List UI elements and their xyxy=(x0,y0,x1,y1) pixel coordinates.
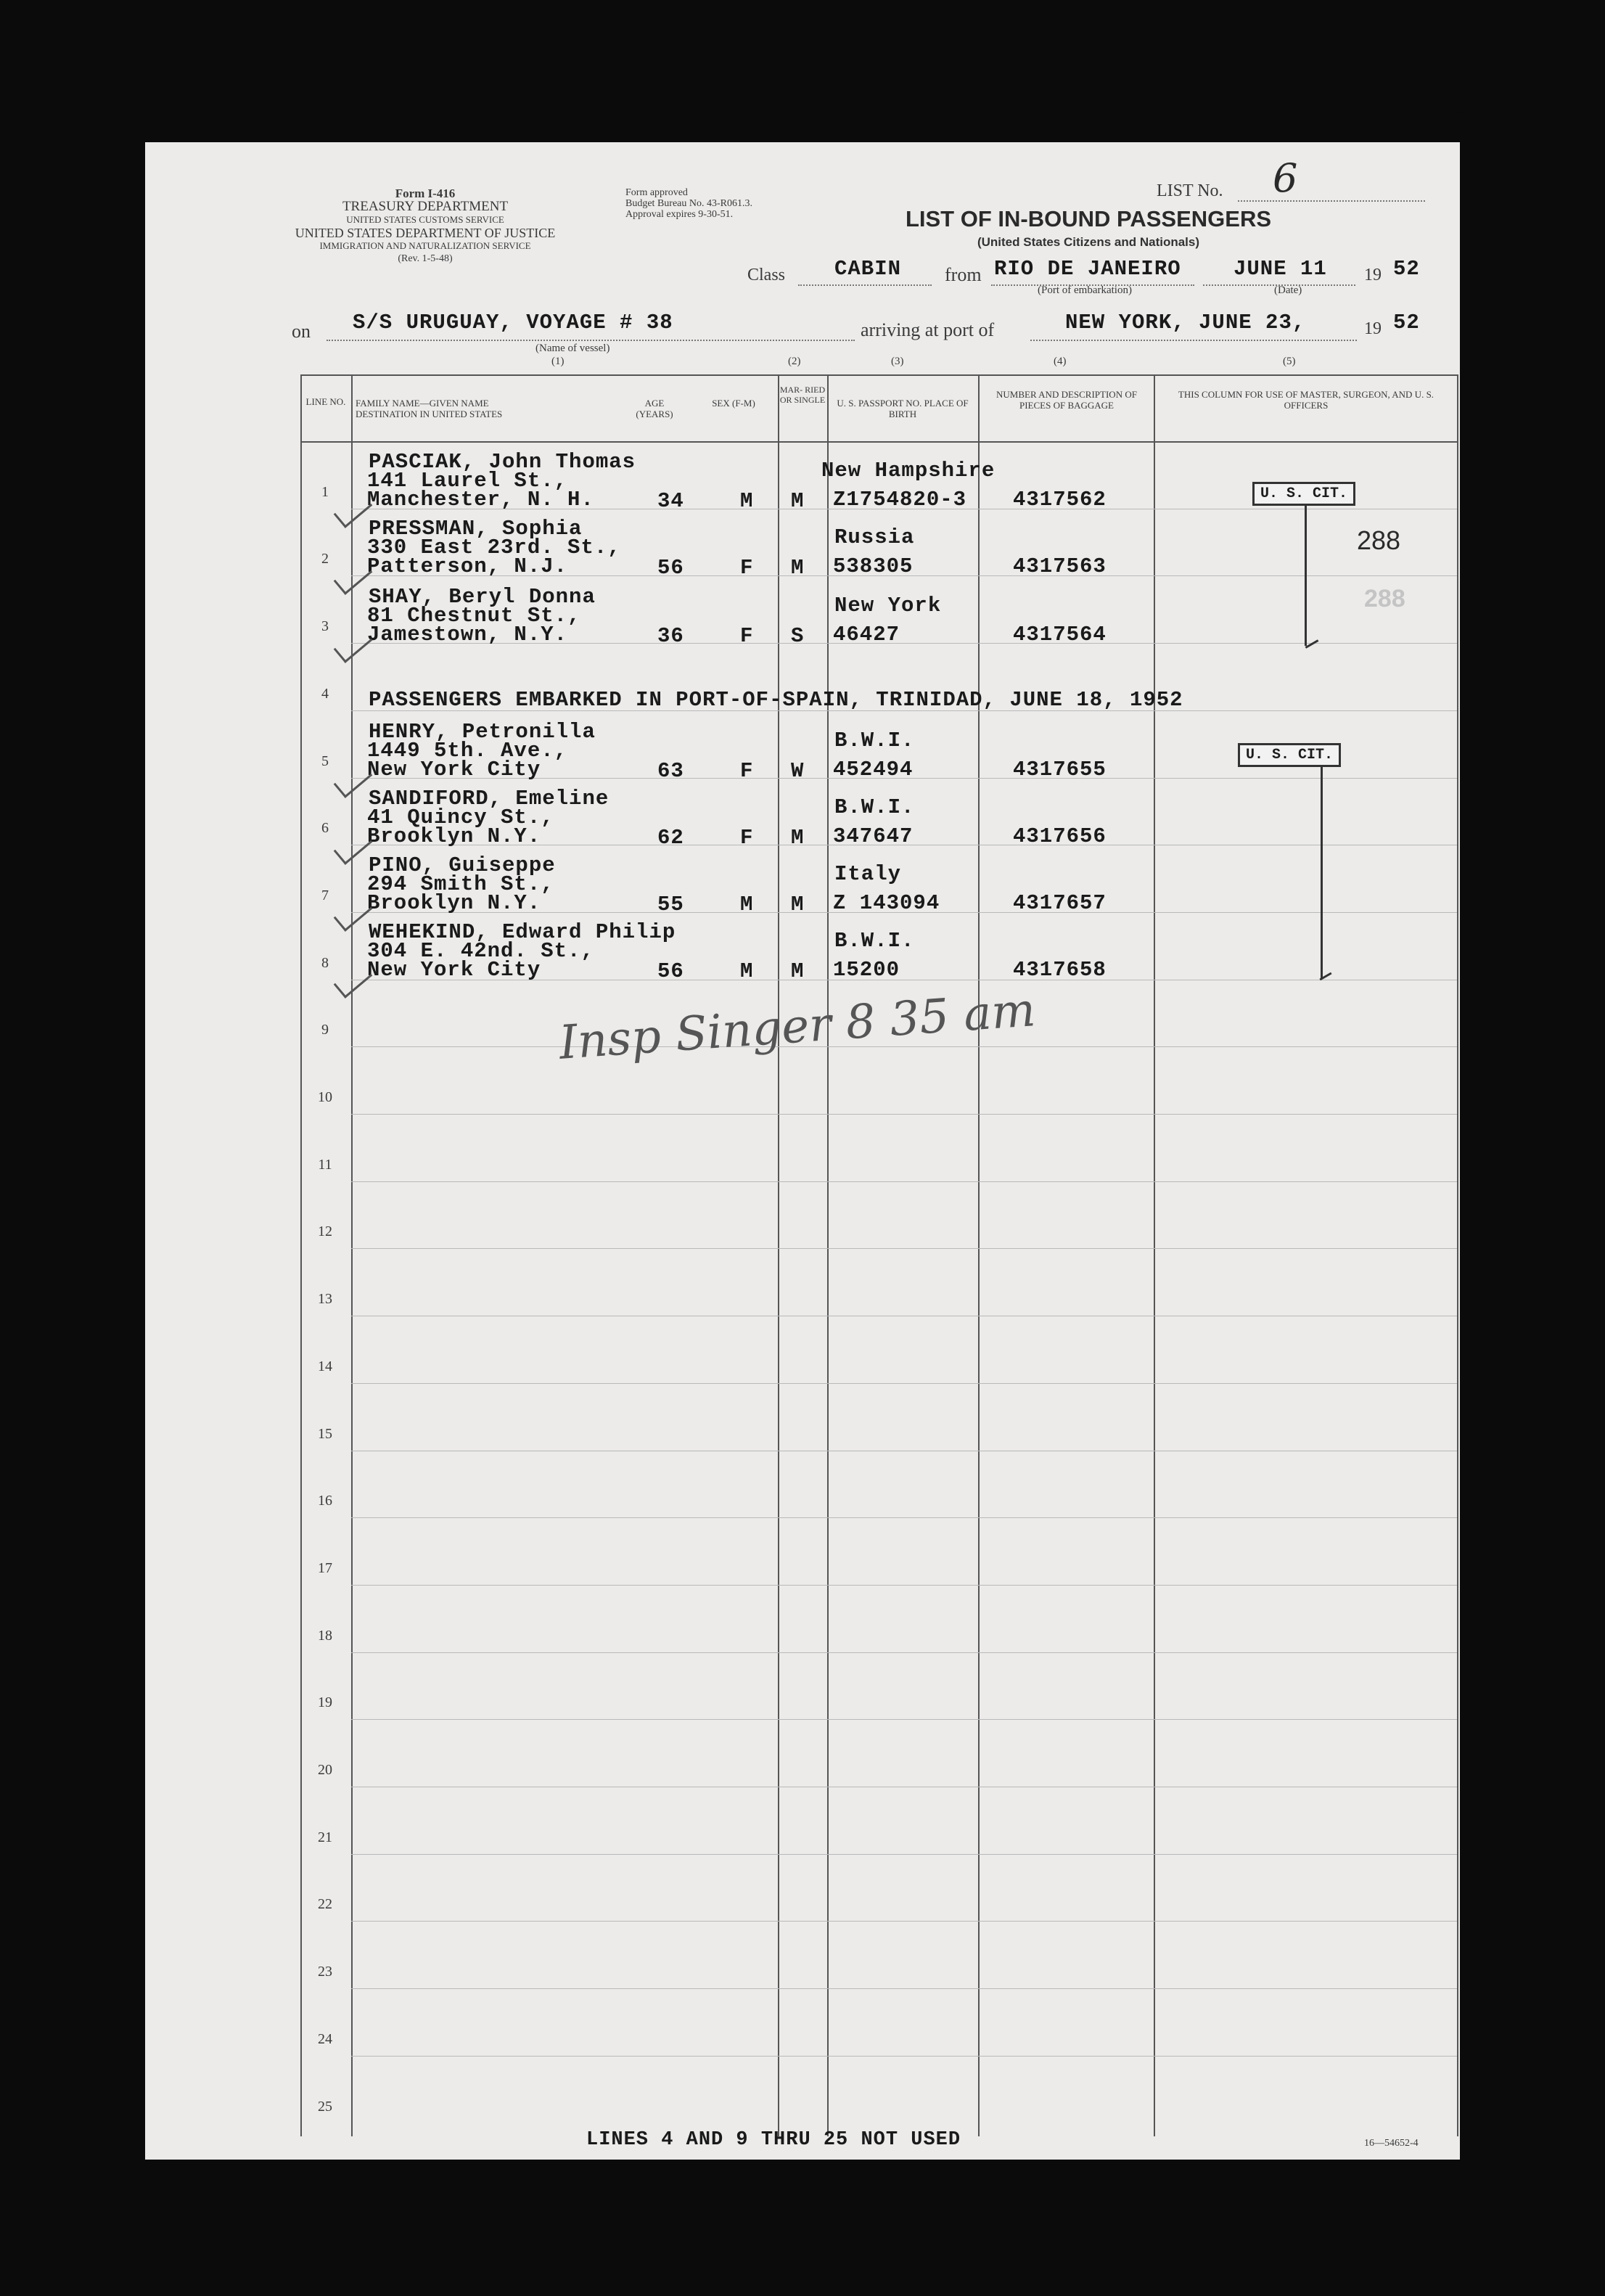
line-number: 2 xyxy=(321,551,329,567)
vessel-rule xyxy=(327,340,855,341)
table-border-left xyxy=(300,374,302,2136)
list-no-value: 6 xyxy=(1273,155,1298,201)
passenger-address-city: Manchester, N. H. xyxy=(367,488,594,512)
row-rule xyxy=(351,1988,1457,1989)
line-number: 8 xyxy=(321,954,329,971)
col-num-officers: (5) xyxy=(1283,356,1296,367)
passenger-name: PRESSMAN, Sophia xyxy=(369,517,583,541)
col-header-name: FAMILY NAME—GIVEN NAME DESTINATION IN UNITED STATES xyxy=(356,398,503,419)
passenger-age: 62 xyxy=(657,826,684,850)
line-number: 1 xyxy=(321,483,329,500)
col-num-baggage: (4) xyxy=(1054,356,1067,367)
passenger-baggage-no: 4317655 xyxy=(1013,758,1107,782)
stamp-bracket-line-2 xyxy=(1321,766,1323,978)
line-number: 6 xyxy=(321,820,329,837)
col-num-married: (2) xyxy=(788,356,801,367)
passenger-address-city: Brooklyn N.Y. xyxy=(367,824,541,848)
passenger-sex: M xyxy=(740,893,754,917)
line-number: 17 xyxy=(318,1559,332,1576)
line-number: 22 xyxy=(318,1896,332,1913)
passenger-address-street: 330 East 23rd. St., xyxy=(367,536,621,559)
arrival-year-prefix: 19 xyxy=(1364,319,1382,338)
passenger-address-street: 41 Quincy St., xyxy=(367,805,554,829)
passenger-birthplace: Russia xyxy=(834,525,915,549)
passenger-name: WEHEKIND, Edward Philip xyxy=(369,920,676,944)
line-number: 18 xyxy=(318,1627,332,1644)
on-label: on xyxy=(292,321,311,342)
passenger-marital-status: W xyxy=(791,759,805,783)
line-number: 21 xyxy=(318,1829,332,1845)
approval-block xyxy=(625,187,752,220)
line-number: 14 xyxy=(318,1358,332,1374)
passenger-address-city: Brooklyn N.Y. xyxy=(367,891,541,915)
row-rule xyxy=(351,1854,1457,1855)
row-rule xyxy=(351,1585,1457,1586)
line-number: 24 xyxy=(318,2030,332,2047)
embark-date: JUNE 11 xyxy=(1233,257,1327,281)
vessel-col-number: (1) xyxy=(551,356,565,367)
passenger-passport-no: 15200 xyxy=(833,958,900,982)
col-divider-married-right xyxy=(827,374,829,2136)
passenger-name: HENRY, Petronilla xyxy=(369,720,596,744)
year-prefix: 19 xyxy=(1364,266,1382,284)
passenger-birthplace: B.W.I. xyxy=(834,729,915,753)
col-divider-passport xyxy=(978,374,980,2136)
form-code: 16—54652-4 xyxy=(1364,2138,1419,2149)
passenger-sex: F xyxy=(740,556,754,580)
passenger-passport-no: Z1754820-3 xyxy=(833,488,967,512)
passenger-baggage-no: 4317658 xyxy=(1013,958,1107,982)
unused-lines-note: LINES 4 AND 9 THRU 25 NOT USED xyxy=(586,2129,961,2151)
row-rule xyxy=(351,1517,1457,1518)
passenger-address-street: 81 Chestnut St., xyxy=(367,604,581,628)
row-rule xyxy=(351,1719,1457,1720)
arrival-port-date: NEW YORK, JUNE 23, xyxy=(1065,311,1306,335)
form-title: LIST OF IN-BOUND PASSENGERS xyxy=(905,206,1272,231)
passenger-marital-status: M xyxy=(791,826,805,850)
arrival-rule xyxy=(1030,340,1357,341)
col-header-sex: SEX (F-M) xyxy=(712,398,755,409)
passenger-address-city: Patterson, N.J. xyxy=(367,554,568,578)
from-label: from xyxy=(945,264,982,285)
list-no-label: LIST No. xyxy=(1157,181,1223,200)
passenger-passport-no: Z 143094 xyxy=(833,891,940,915)
approval-line: Approval expires 9-30-51. xyxy=(625,209,734,220)
passenger-marital-status: S xyxy=(791,624,805,648)
passenger-address-city: New York City xyxy=(367,758,541,782)
passenger-birthplace: B.W.I. xyxy=(834,795,915,819)
class-value: CABIN xyxy=(834,257,902,281)
embarked-note: PASSENGERS EMBARKED IN PORT-OF-SPAIN, TRINIDAD, JUNE 18, 1952 xyxy=(369,688,1183,712)
passenger-age: 34 xyxy=(657,489,684,513)
vessel-caption: (Name of vessel) xyxy=(535,343,610,354)
row-rule xyxy=(351,1383,1457,1384)
line-number: 25 xyxy=(318,2098,332,2115)
passenger-passport-no: 46427 xyxy=(833,623,900,647)
passenger-sex: F xyxy=(740,826,754,850)
list-no-rule xyxy=(1238,200,1425,202)
line-number: 5 xyxy=(321,753,329,769)
passenger-sex: F xyxy=(740,624,754,648)
passenger-age: 56 xyxy=(657,959,684,983)
citizen-stamp: U. S. CIT. xyxy=(1252,482,1355,506)
embark-caption: (Port of embarkation) xyxy=(1038,284,1132,296)
header-bottom-rule xyxy=(300,441,1458,443)
passenger-age: 56 xyxy=(657,556,684,580)
treasury-department: TREASURY DEPARTMENT xyxy=(342,199,509,214)
row-rule xyxy=(351,2056,1457,2057)
passenger-marital-status: M xyxy=(791,556,805,580)
passenger-baggage-no: 4317656 xyxy=(1013,824,1107,848)
agency-header xyxy=(287,187,563,266)
class-rule xyxy=(798,284,932,286)
passenger-address-city: New York City xyxy=(367,958,541,982)
date-caption: (Date) xyxy=(1274,284,1302,296)
form-number: Form I-416 xyxy=(395,186,456,200)
line-number: 9 xyxy=(321,1022,329,1038)
file-number: 288 xyxy=(1357,525,1401,555)
passenger-address-street: 1449 5th. Ave., xyxy=(367,739,568,763)
passenger-name: SHAY, Beryl Donna xyxy=(369,585,596,609)
passenger-birthplace: Italy xyxy=(834,862,902,886)
passenger-birthplace: B.W.I. xyxy=(834,929,915,953)
passenger-birthplace: New York xyxy=(834,594,942,618)
passenger-name: PINO, Guiseppe xyxy=(369,853,556,877)
passenger-manifest-page xyxy=(145,142,1460,2160)
approval-line: Form approved xyxy=(625,187,688,198)
approval-line: Budget Bureau No. 43-R061.3. xyxy=(625,198,752,209)
line-number: 23 xyxy=(318,1964,332,1980)
ins-line: IMMIGRATION AND NATURALIZATION SERVICE xyxy=(319,240,531,251)
passenger-sex: M xyxy=(740,489,754,513)
col-header-officers: THIS COLUMN FOR USE OF MASTER, SURGEON, AND U. S. OFFICERS xyxy=(1178,389,1434,411)
passenger-baggage-no: 4317563 xyxy=(1013,554,1107,578)
embark-port: RIO DE JANEIRO xyxy=(994,257,1181,281)
stamp-bracket-line xyxy=(1305,505,1307,646)
row-rule xyxy=(351,1046,1457,1047)
form-subtitle: (United States Citizens and Nationals) xyxy=(977,235,1200,249)
row-rule xyxy=(351,1248,1457,1249)
line-number: 16 xyxy=(318,1493,332,1509)
passenger-baggage-no: 4317562 xyxy=(1013,488,1107,512)
passenger-marital-status: M xyxy=(791,959,805,983)
table-border-right xyxy=(1457,374,1458,2136)
vessel-name: S/S URUGUAY, VOYAGE # 38 xyxy=(353,311,673,335)
passenger-age: 55 xyxy=(657,893,684,917)
line-number: 12 xyxy=(318,1223,332,1240)
passenger-name: SANDIFORD, Emeline xyxy=(369,787,609,811)
passenger-sex: M xyxy=(740,959,754,983)
passenger-age: 36 xyxy=(657,624,684,648)
line-number: 13 xyxy=(318,1291,332,1308)
line-number: 20 xyxy=(318,1762,332,1778)
passenger-address-street: 304 E. 42nd. St., xyxy=(367,939,594,963)
citizen-stamp-2: U. S. CIT. xyxy=(1238,743,1341,767)
passenger-birthplace: New Hampshire xyxy=(821,459,996,483)
table-top-rule xyxy=(300,374,1458,376)
col-header-baggage: NUMBER AND DESCRIPTION OF PIECES OF BAGGAGE xyxy=(996,389,1137,411)
class-label: Class xyxy=(747,266,786,284)
col-num-passport: (3) xyxy=(891,356,904,367)
justice-department: UNITED STATES DEPARTMENT OF JUSTICE xyxy=(295,226,556,240)
line-number: 4 xyxy=(321,685,329,702)
passenger-passport-no: 538305 xyxy=(833,554,914,578)
passenger-sex: F xyxy=(740,759,754,783)
line-number: 19 xyxy=(318,1694,332,1711)
line-number: 10 xyxy=(318,1089,332,1105)
col-header-married: MAR- RIED OR SINGLE xyxy=(779,385,826,405)
arriving-label: arriving at port of xyxy=(861,319,995,340)
row-rule xyxy=(351,1181,1457,1182)
passenger-address-street: 141 Laurel St., xyxy=(367,469,568,493)
line-number: 15 xyxy=(318,1425,332,1442)
col-header-age: AGE (YEARS) xyxy=(636,398,673,419)
row-rule xyxy=(351,1114,1457,1115)
row-rule xyxy=(351,1921,1457,1922)
punch-hole xyxy=(1454,97,1470,113)
year-value: 52 xyxy=(1393,257,1420,281)
passenger-passport-no: 347647 xyxy=(833,824,914,848)
file-number-faint: 288 xyxy=(1364,585,1405,612)
line-number: 3 xyxy=(321,618,329,635)
revision: (Rev. 1-5-48) xyxy=(398,253,453,264)
arrival-year-value: 52 xyxy=(1393,311,1420,335)
col-header-passport: U. S. PASSPORT NO. PLACE OF BIRTH xyxy=(837,398,969,419)
col-divider-married-left xyxy=(778,374,779,2136)
passenger-address-city: Jamestown, N.Y. xyxy=(367,623,568,647)
passenger-marital-status: M xyxy=(791,489,805,513)
row-rule xyxy=(351,1652,1457,1653)
passenger-age: 63 xyxy=(657,759,684,783)
col-header-line: LINE NO. xyxy=(305,396,346,407)
passenger-name: PASCIAK, John Thomas xyxy=(369,450,636,474)
line-number: 11 xyxy=(318,1156,332,1173)
col-divider-baggage xyxy=(1154,374,1155,2136)
customs-service: UNITED STATES CUSTOMS SERVICE xyxy=(346,214,504,225)
passenger-baggage-no: 4317564 xyxy=(1013,623,1107,647)
passenger-address-street: 294 Smith St., xyxy=(367,872,554,896)
line-number: 7 xyxy=(321,887,329,903)
passenger-passport-no: 452494 xyxy=(833,758,914,782)
passenger-marital-status: M xyxy=(791,893,805,917)
passenger-baggage-no: 4317657 xyxy=(1013,891,1107,915)
inspector-signature: Insp Singer 8 35 am xyxy=(557,983,1038,1070)
